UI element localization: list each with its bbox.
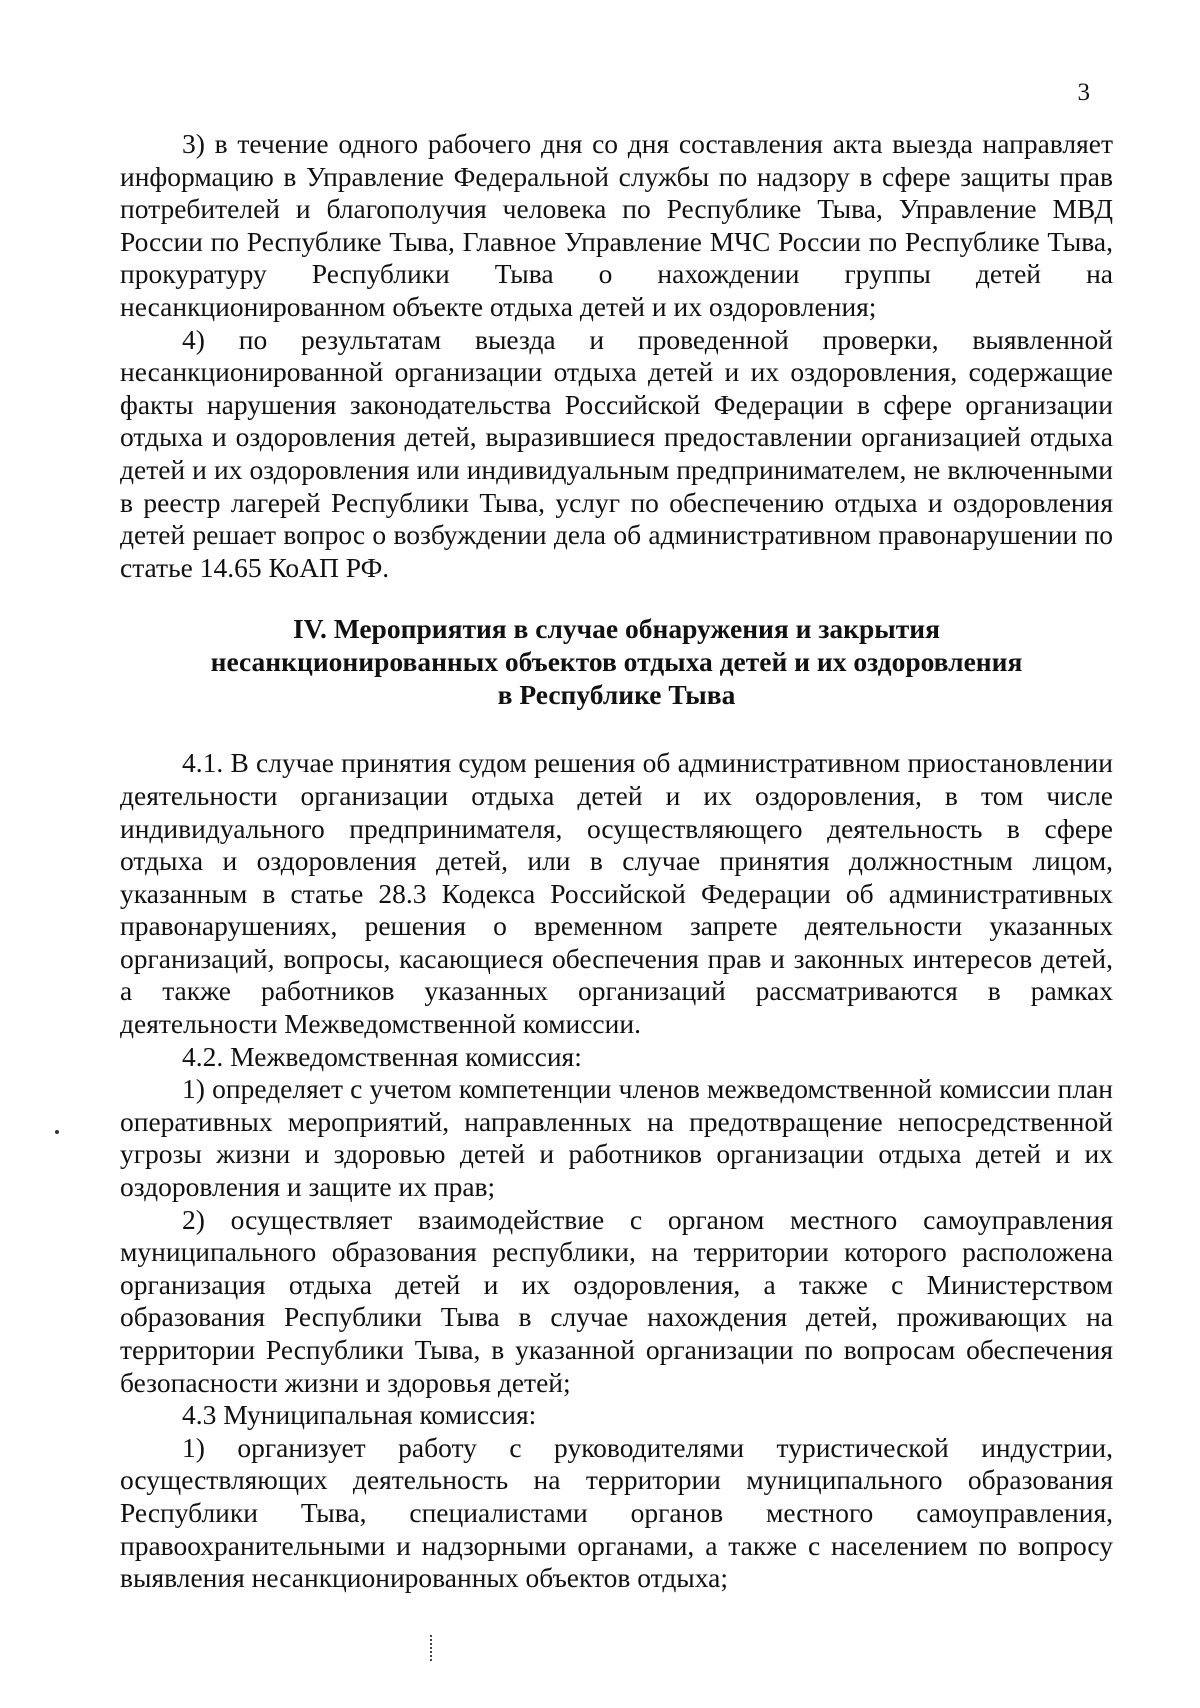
scan-artifact-mark [430,1635,434,1661]
paragraph-4-3: 4.3 Муниципальная комиссия: [182,1399,537,1431]
paragraph-4-2: 4.2. Межведомственная комиссия: [182,1040,582,1072]
section-heading-line-2: несанкционированных объектов отдыха детей и их оздоровления [210,646,1023,678]
paragraph-4-1: 4.1. В случае принятия судом решения об административном приостановлении деятельности организации отдыха детей и их оздоровления, в том числе индивидуального предпринимателя, осуществляющего деятельность в сфере отдыха и оздоровления детей, или в случае принятия должностным лицом, указанным в статье 28.3 Кодекса Российской Федерации об административных правонарушениях, решения о временном запрете деятельности указанных организаций, вопросы, касающиеся обеспечения прав и законных интересов детей, а также работников указанных организаций рассматриваются в рамках деятельности Межведомственной комиссии. [120,747,1113,1040]
paragraph-item-3: 3) в течение одного рабочего дня со дня составления акта выезда направляет информацию в Управление Федеральной службы по надзору в сфере защиты прав потребителей и благополучия человека по Республике Тыва, Управление МВД России по Республике Тыва, Главное Управление МЧС России по Республике Тыва, прокуратуру Республики Тыва о нахождении группы детей на несанкционированном объекте отдыха детей и их оздоровления; [120,128,1113,322]
section-heading-line-1: IV. Мероприятия в случае обнаружения и закрытия [292,613,941,645]
section-heading [120,612,1113,711]
page-number: 3 [1077,79,1090,106]
section-heading-line-3: в Республике Тыва [497,679,736,711]
document-body [120,128,1113,1595]
paragraph-4-2-item-1: 1) определяет с учетом компетенции членов межведомственной комиссии план оперативных мероприятий, направленных на предотвращение непосредственной угрозы жизни и здоровью детей и работников организации отдыха детей и их оздоровления и защите их прав; [120,1073,1113,1203]
paragraph-4-2-item-2: 2) осуществляет взаимодействие с органом местного самоуправления муниципального образования республики, на территории которого расположена организация отдыха детей и их оздоровления, а также с Министерством образования Республики Тыва в случае нахождения детей, проживающих на территории Республики Тыва, в указанной организации по вопросам обеспечения безопасности жизни и здоровья детей; [120,1203,1113,1398]
paragraph-4-3-item-1: 1) организует работу с руководителями туристической индустрии, осуществляющих деятельность на территории муниципального образования Республики Тыва, специалистами органов местного самоуправления, правоохранительными и надзорными органами, а также с населением по вопросу выявления несанкционированных объектов отдыха; [120,1431,1113,1594]
paragraph-item-4: 4) по результатам выезда и проведенной проверки, выявленной несанкционированной организации отдыха детей и их оздоровления, содержащие факты нарушения законодательства Российской Федерации в сфере организации отдыха и оздоровления детей, выразившиеся предоставлении организацией отдыха детей и их оздоровления или индивидуальным предпринимателем, не включенными в реестр лагерей Республики Тыва, услуг по обеспечению отдыха и оздоровления детей решает вопрос о возбуждении дела об административном правонарушении по статье 14.65 КоАП РФ. [120,323,1113,583]
scan-artifact-dot [55,1130,59,1134]
